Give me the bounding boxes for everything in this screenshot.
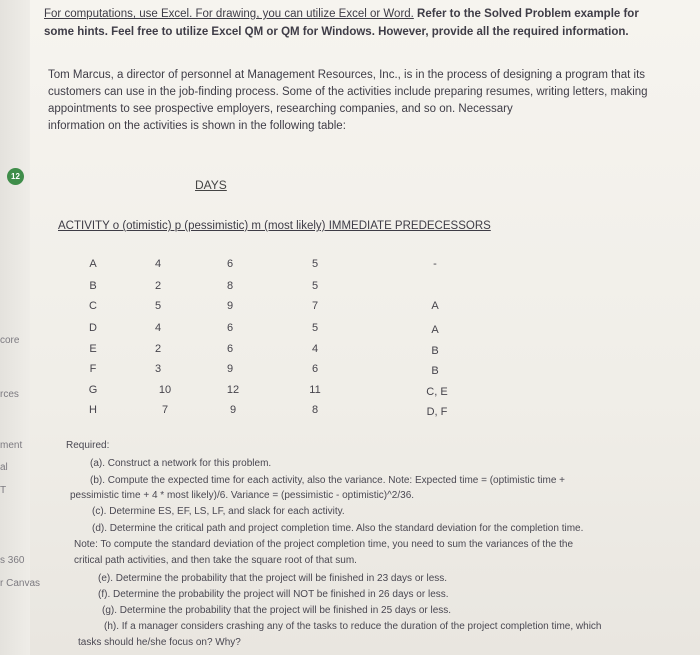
cell-activity: G bbox=[88, 384, 98, 396]
cell-predecessors: A bbox=[431, 300, 439, 312]
cell-pessimistic: 6 bbox=[226, 322, 234, 334]
required-item-f: (f). Determine the probability the project will NOT be finished in 26 days or less. bbox=[98, 589, 449, 600]
cell-predecessors: - bbox=[433, 258, 437, 270]
cell-most-likely: 6 bbox=[311, 363, 319, 375]
required-heading: Required: bbox=[66, 440, 110, 451]
problem-line-3: appointments to see prospective employers, researching companies, and so on. Necessary bbox=[48, 103, 513, 115]
required-item-c: (c). Determine ES, EF, LS, LF, and slack for each activity. bbox=[92, 506, 345, 517]
problem-line-2: customers can use in the job-finding process. Some of the activities include preparing resumes, writing letters, making bbox=[48, 86, 648, 98]
cell-predecessors: B bbox=[431, 365, 439, 377]
intro-line-1 bbox=[44, 6, 694, 22]
problem-line-4: information on the activities is shown in the following table: bbox=[48, 120, 346, 132]
intro-line-2: some hints. Feel free to utilize Excel QM or QM for Windows. However, provide all the required information. bbox=[44, 26, 629, 38]
required-note: Note: To compute the standard deviation of the project completion time, you need to sum the variances of the the bbox=[74, 539, 573, 550]
sidebar-item-t[interactable]: T bbox=[0, 485, 7, 496]
cell-predecessors: D, F bbox=[426, 406, 448, 418]
days-heading: DAYS bbox=[195, 178, 227, 192]
cell-most-likely: 8 bbox=[311, 404, 319, 416]
table-header: ACTIVITY o (otimistic) p (pessimistic) m (most likely) IMMEDIATE PREDECESSORS bbox=[58, 220, 491, 232]
sidebar-item-core[interactable]: core bbox=[0, 335, 20, 346]
intro-instruction: For computations, use Excel. For drawing, you can utilize Excel or Word. bbox=[44, 8, 414, 20]
notification-badge[interactable]: 12 bbox=[7, 168, 24, 185]
sidebar-item-360[interactable]: s 360 bbox=[0, 555, 25, 566]
cell-optimistic: 10 bbox=[158, 384, 172, 396]
cell-pessimistic: 8 bbox=[226, 280, 234, 292]
cell-optimistic: 3 bbox=[154, 363, 162, 375]
cell-optimistic: 5 bbox=[154, 300, 162, 312]
cell-most-likely: 11 bbox=[309, 384, 321, 396]
cell-activity: D bbox=[89, 322, 97, 334]
cell-optimistic: 7 bbox=[161, 404, 169, 416]
cell-activity: E bbox=[89, 343, 97, 355]
cell-optimistic: 4 bbox=[154, 322, 162, 334]
cell-activity: B bbox=[89, 280, 97, 292]
required-item-d: (d). Determine the critical path and project completion time. Also the standard deviation for the completion time. bbox=[92, 523, 584, 534]
cell-pessimistic: 9 bbox=[226, 363, 234, 375]
cell-optimistic: 4 bbox=[154, 258, 162, 270]
intro-hint: Refer to the Solved Problem example for bbox=[413, 8, 639, 20]
cell-pessimistic: 6 bbox=[226, 343, 234, 355]
cell-activity: H bbox=[89, 404, 97, 416]
sidebar-item-canvas[interactable]: r Canvas bbox=[0, 578, 41, 589]
cell-predecessors: C, E bbox=[426, 386, 448, 398]
cell-predecessors: B bbox=[431, 345, 439, 357]
required-note-cont: critical path activities, and then take the square root of that sum. bbox=[74, 555, 357, 566]
required-item-h: (h). If a manager considers crashing any of the tasks to reduce the duration of the project completion time, which bbox=[104, 621, 602, 632]
problem-line-1: Tom Marcus, a director of personnel at Management Resources, Inc., is in the process of designing a program that its bbox=[48, 69, 646, 81]
sidebar-item-ment[interactable]: ment bbox=[0, 440, 23, 451]
cell-most-likely: 4 bbox=[311, 343, 319, 355]
cell-pessimistic: 9 bbox=[229, 404, 237, 416]
cell-most-likely: 5 bbox=[311, 258, 319, 270]
cell-most-likely: 5 bbox=[311, 322, 319, 334]
cell-pessimistic: 9 bbox=[226, 300, 234, 312]
sidebar-item-rces[interactable]: rces bbox=[0, 389, 19, 400]
required-item-a: (a). Construct a network for this problem. bbox=[90, 458, 272, 469]
required-item-b: (b). Compute the expected time for each activity, also the variance. Note: Expected time = (optimistic time + bbox=[90, 475, 566, 486]
cell-predecessors: A bbox=[431, 324, 439, 336]
required-item-h-cont: tasks should he/she focus on? Why? bbox=[78, 637, 241, 648]
cell-optimistic: 2 bbox=[154, 280, 162, 292]
required-item-b-cont: pessimistic time + 4 * most likely)/6. Variance = (pessimistic - optimistic)^2/36. bbox=[70, 490, 415, 501]
sidebar-item-al[interactable]: al bbox=[0, 462, 8, 473]
cell-activity: C bbox=[89, 300, 97, 312]
required-item-e: (e). Determine the probability that the project will be finished in 23 days or less. bbox=[98, 573, 448, 584]
cell-pessimistic: 12 bbox=[226, 384, 240, 396]
cell-pessimistic: 6 bbox=[226, 258, 234, 270]
cell-activity: A bbox=[89, 258, 97, 270]
cell-activity: F bbox=[89, 363, 97, 375]
cell-most-likely: 7 bbox=[311, 300, 319, 312]
cell-optimistic: 2 bbox=[154, 343, 162, 355]
required-item-g: (g). Determine the probability that the project will be finished in 25 days or less. bbox=[102, 605, 452, 616]
cell-most-likely: 5 bbox=[311, 280, 319, 292]
